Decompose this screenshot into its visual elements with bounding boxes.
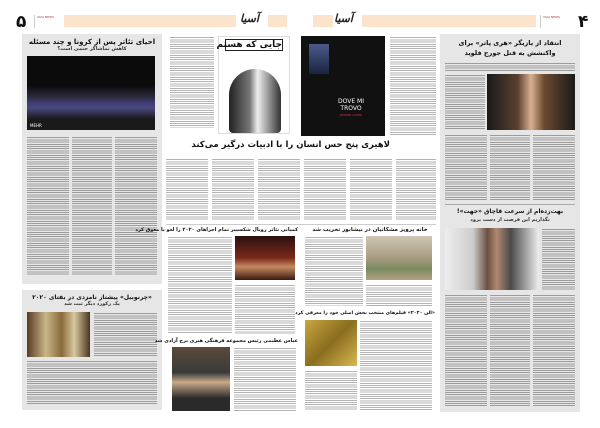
meshkatian-photo	[366, 236, 432, 280]
actress-photo	[487, 74, 575, 130]
logo-left: آسیا	[240, 12, 259, 25]
text-column	[533, 294, 575, 406]
text-column	[168, 236, 232, 334]
meshkatian-headline: خانه پرویز مشکاتیان در نیشابور تخریب شد	[312, 227, 428, 233]
book-graphic	[229, 69, 281, 133]
smuggling-headline: بهت‌زده‌ام از سرعت قاچاق «جهت»!	[456, 208, 564, 215]
text-column	[533, 134, 575, 200]
text-column	[234, 347, 296, 411]
festival-poster	[305, 320, 357, 366]
right-page-panel	[440, 34, 580, 412]
text-column	[235, 284, 295, 334]
book-thumbnail	[309, 44, 329, 74]
book-cover-right	[301, 36, 385, 136]
text-column	[490, 134, 530, 200]
header-bar-right	[362, 15, 536, 27]
headline: «چرنوبیل» پیشتاز نامزدی در بفتای ۲۰۲۰	[32, 294, 152, 301]
text-column	[360, 320, 432, 410]
theatre-article	[22, 34, 162, 284]
smuggling-subhead: نگذاریم این فرصت از دست برود	[470, 217, 550, 223]
page-number-right: ۴	[578, 12, 589, 32]
text-column	[390, 36, 436, 136]
book-cover-left	[218, 36, 290, 134]
subhead: یک رکورد دیگر ثبت شد	[64, 301, 120, 307]
film-festival-headline: «الن ۲۰۲۰» فیلم‌های منتخب بخش اصلی خود را معرفی کرد	[295, 311, 435, 316]
azimi-photo	[172, 347, 230, 411]
theatre-photo	[27, 56, 155, 130]
text-column	[304, 158, 346, 220]
text-column	[350, 158, 392, 220]
azimi-headline: عباس عظیمی رئیس مجموعه فرهنگی هنری برج آزادی شد	[154, 338, 298, 344]
text-column	[490, 294, 530, 406]
text-column	[542, 228, 575, 290]
header-bar-left	[64, 15, 236, 27]
text-column	[305, 370, 357, 410]
text-column	[445, 74, 485, 130]
text-column	[212, 158, 254, 220]
text-column	[27, 360, 157, 405]
header-block-left	[268, 15, 287, 27]
masthead-left: ASIA NEWS	[34, 15, 58, 28]
text-column	[396, 158, 436, 220]
chernobyl-photo	[27, 312, 90, 357]
header-block-right	[313, 15, 333, 27]
text-column	[115, 136, 157, 276]
book-author: JHUMPA LAHIRI	[339, 113, 363, 117]
book-title-latin: DOVE MI TROVO	[338, 98, 364, 112]
text-column	[94, 312, 157, 357]
page-number-left: ۵	[16, 12, 27, 32]
lead-text	[445, 62, 575, 72]
text-column	[305, 236, 363, 306]
chernobyl-article	[22, 290, 162, 410]
divider	[166, 224, 436, 225]
text-column	[366, 284, 432, 306]
text-column	[445, 294, 487, 406]
text-column	[27, 136, 69, 276]
text-column	[258, 158, 300, 220]
subhead: کاهش تماشاگر حتمی است؟	[57, 46, 127, 52]
book-title: جایی که هستم	[216, 40, 282, 50]
logo-right: آسیا	[334, 12, 353, 25]
text-column	[170, 36, 214, 128]
text-column	[72, 136, 112, 276]
divider	[445, 204, 575, 205]
main-headline: لاهیری پنج حس انسان را با ادبیات درگیر می‌کند	[191, 140, 390, 150]
text-column	[445, 134, 487, 200]
interview-photo	[445, 228, 539, 290]
headline: احیای تئاتر پس از کرونا و چند مسئله	[28, 38, 156, 46]
rsc-photo	[235, 236, 295, 280]
rsc-headline: کمپانی تئاتر رویال شکسپیر تمام اجراهای ۲۰۲۰ را لغو یا معوق کرد	[135, 227, 298, 233]
masthead-right: ASIA NEWS	[540, 15, 566, 28]
harry-potter-headline: انتقاد از بازیگر «هری پاتر» برای واکنشش به قتل جورج فلوید	[458, 39, 562, 57]
text-column	[166, 158, 208, 220]
photo-credit: MEHR	[30, 123, 42, 128]
